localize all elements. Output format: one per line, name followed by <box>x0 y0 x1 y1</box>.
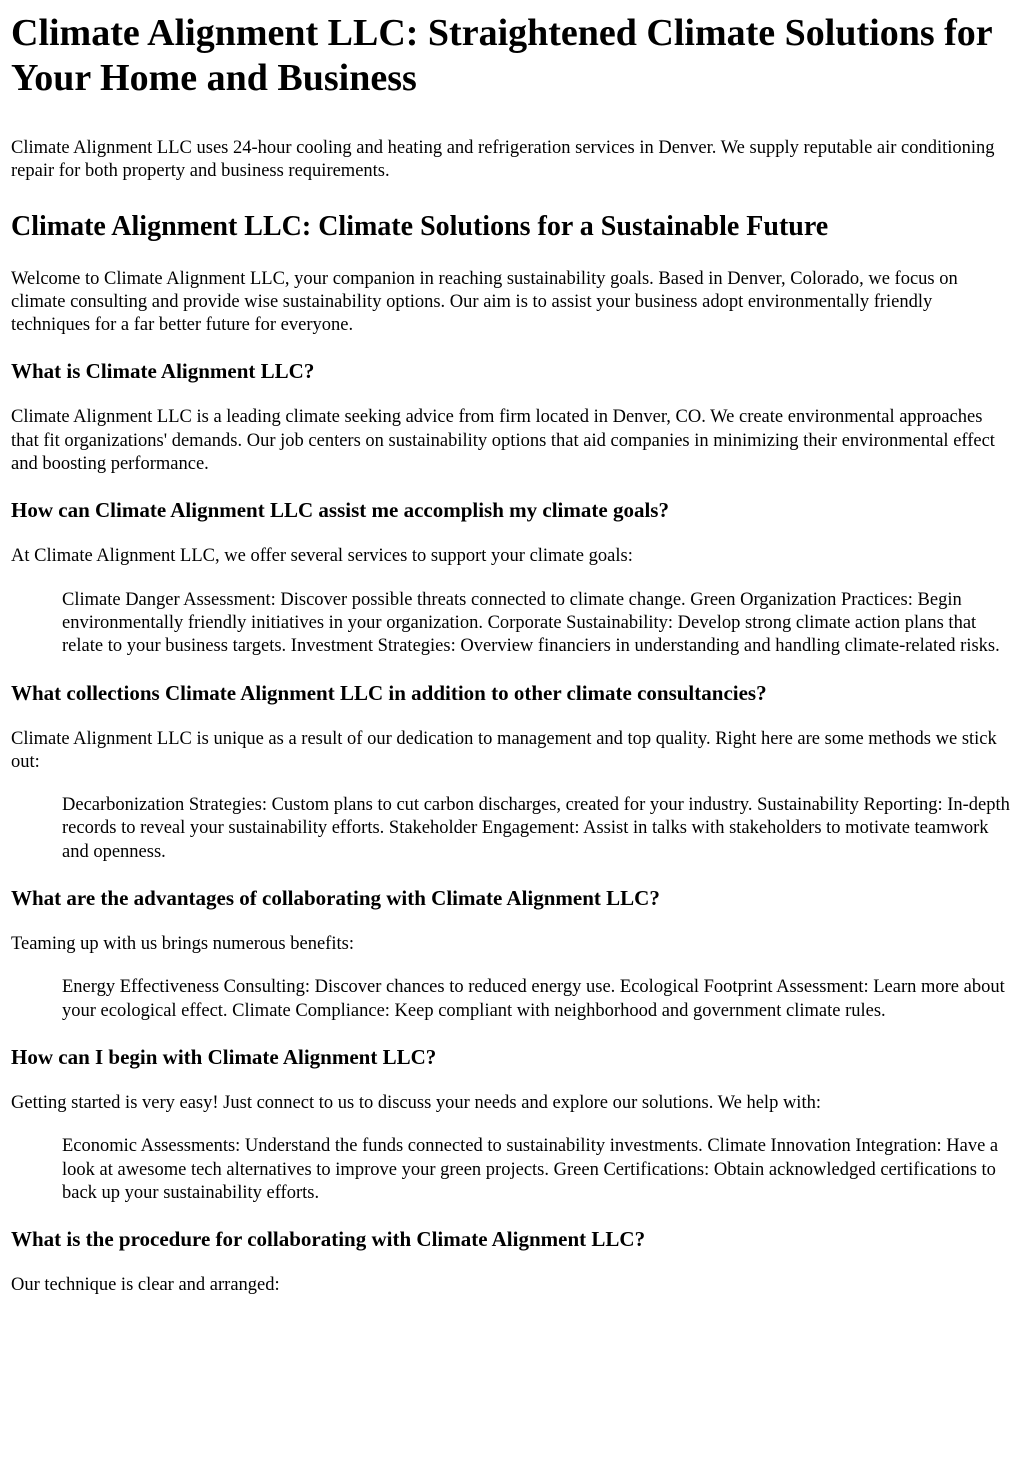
faq-detail-quote: Energy Effectiveness Consulting: Discover chances to reduced energy use. Ecological Footprint Assessment: Learn more about your ecological effect. Climate Compliance: Keep compliant with neighborhood and government climate rules. <box>62 977 1005 1021</box>
faq-answer: Getting started is very easy! Just connect to us to discuss your needs and explore our solutions. We help with: <box>11 1092 821 1113</box>
faq-answer: At Climate Alignment LLC, we offer several services to support your climate goals: <box>11 546 633 567</box>
faq-question: What are the advantages of collaborating with Climate Alignment LLC? <box>11 886 660 911</box>
faq-detail-quote: Economic Assessments: Understand the funds connected to sustainability investments. Climate Innovation Integration: Have a look at awesome tech alternatives to improve your green projects. Green Certifications: Obtain acknowledged certifications to back up your sustainability efforts. <box>62 1136 999 1203</box>
welcome-paragraph: Welcome to Climate Alignment LLC, your companion in reaching sustainability goals. Based in Denver, Colorado, we focus on climate consulting and provide wise sustainability options. Our aim is to assist your business adopt environmentally friendly techniques for a far better future for everyone. <box>11 268 958 336</box>
faq-question: What collections Climate Alignment LLC in addition to other climate consultancies? <box>11 680 767 705</box>
faq-detail-quote: Decarbonization Strategies: Custom plans to cut carbon discharges, created for your industry. Sustainability Reporting: In-depth records to reveal your sustainability efforts. Stakeholder Engagement: Assist in talks with stakeholders to motivate teamwork and openness. <box>62 795 1010 862</box>
faq-detail-quote: Climate Danger Assessment: Discover possible threats connected to climate change. Green Organization Practices: Begin environmentally friendly initiatives in your organization. Corporate Sustainability: Develop strong climate action plans that relate to your business targets. Investment Strategies: Overview financiers in understanding and handling climate-related risks. <box>62 589 1000 657</box>
article <box>0 11 1024 1297</box>
faq-answer: Climate Alignment LLC is unique as a result of our dedication to management and top quality. Right here are some methods we stick out: <box>11 728 997 772</box>
faq-question: What is Climate Alignment LLC? <box>11 359 315 384</box>
faq-question: How can Climate Alignment LLC assist me accomplish my climate goals? <box>11 498 669 523</box>
faq-answer: Teaming up with us brings numerous benefits: <box>11 934 354 955</box>
faq-answer: Our technique is clear and arranged: <box>11 1275 280 1296</box>
faq-question: How can I begin with Climate Alignment LLC? <box>11 1044 437 1069</box>
intro-paragraph: Climate Alignment LLC uses 24-hour cooling and heating and refrigeration services in Denver. We supply reputable air conditioning repair for both property and business requirements. <box>11 138 995 182</box>
page-title: Climate Alignment LLC: Straightened Climate Solutions for Your Home and Business <box>11 12 992 99</box>
section-heading: Climate Alignment LLC: Climate Solutions for a Sustainable Future <box>11 210 829 242</box>
faq-question: What is the procedure for collaborating with Climate Alignment LLC? <box>11 1227 646 1252</box>
faq-answer: Climate Alignment LLC is a leading climate seeking advice from firm located in Denver, CO. We create environmental approaches that fit organizations' demands. Our job centers on sustainability options that aid companies in minimizing their environmental effect and boosting performance. <box>11 407 995 475</box>
